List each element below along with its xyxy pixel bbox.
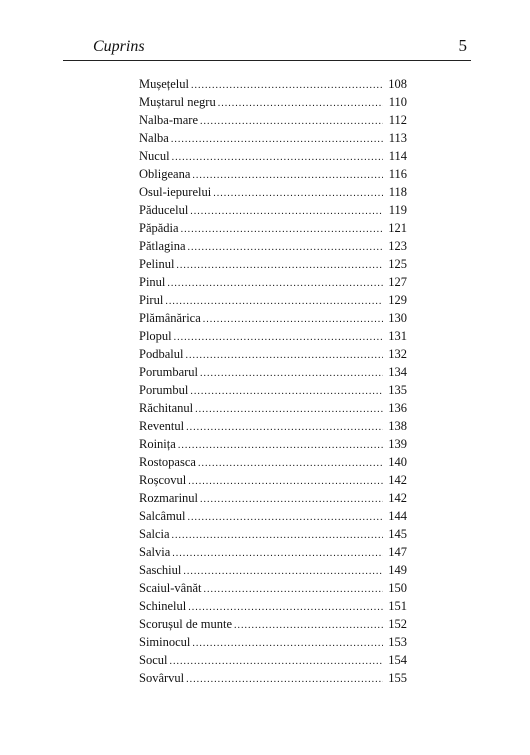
toc-entry: [139, 327, 407, 345]
dot-leader: [190, 383, 383, 401]
toc-entry: [139, 201, 407, 219]
toc-entry: [139, 129, 407, 147]
toc-entry-page: 127: [388, 275, 407, 289]
toc-entry-title: Salcia: [139, 527, 170, 541]
dot-leader: [171, 131, 383, 149]
toc-entry-page: 108: [388, 77, 407, 91]
toc-entry-page: 119: [388, 203, 407, 217]
page-header: [63, 36, 471, 61]
toc-entry: [139, 75, 407, 93]
dot-leader: [203, 581, 383, 599]
toc-entry: [139, 111, 407, 129]
toc-entry-page: 123: [388, 239, 407, 253]
dot-leader: [188, 239, 383, 257]
dot-leader: [176, 257, 383, 275]
toc-entry-page: 118: [388, 185, 407, 199]
toc-entry: [139, 309, 407, 327]
toc-entry-page: 138: [388, 419, 407, 433]
toc-entry-title: Pirul: [139, 293, 164, 307]
dot-leader: [200, 113, 383, 131]
toc-entry-page: 145: [388, 527, 407, 541]
toc-entry-title: Porumbul: [139, 383, 189, 397]
toc-entry-title: Păducelul: [139, 203, 189, 217]
toc-entry: [139, 273, 407, 291]
toc-entry-page: 152: [388, 617, 407, 631]
toc-entry-title: Pătlagina: [139, 239, 186, 253]
toc-entry-title: Rozmarinul: [139, 491, 199, 505]
dot-leader: [178, 437, 383, 455]
toc-entry: [139, 597, 407, 615]
toc-entry: [139, 543, 407, 561]
toc-entry-title: Păpădia: [139, 221, 179, 235]
toc-entry-page: 114: [388, 149, 407, 163]
toc-entry: [139, 291, 407, 309]
dot-leader: [213, 185, 383, 203]
toc-entry-page: 121: [388, 221, 407, 235]
toc-entry-page: 151: [388, 599, 407, 613]
toc-entry-page: 110: [388, 95, 407, 109]
toc-entry-title: Scaiul-vânăt: [139, 581, 202, 595]
dot-leader: [174, 329, 383, 347]
toc-entry: [139, 237, 407, 255]
toc-entry-page: 142: [388, 473, 407, 487]
toc-entry: [139, 489, 407, 507]
toc-entry-page: 154: [388, 653, 407, 667]
toc-entry-title: Salcâmul: [139, 509, 186, 523]
toc-entry-page: 130: [388, 311, 407, 325]
toc-entry-title: Obligeana: [139, 167, 191, 181]
toc-entry-title: Nalba: [139, 131, 169, 145]
toc-entry-title: Socul: [139, 653, 168, 667]
toc-entry-page: 129: [388, 293, 407, 307]
toc-entry-title: Nucul: [139, 149, 170, 163]
toc-entry-title: Plopul: [139, 329, 172, 343]
toc-entry-title: Plămânărica: [139, 311, 201, 325]
dot-leader: [192, 635, 383, 653]
toc-entry: [139, 579, 407, 597]
dot-leader: [188, 473, 383, 491]
dot-leader: [172, 149, 383, 167]
toc-entry: [139, 453, 407, 471]
toc-entry-title: Scorușul de munte: [139, 617, 233, 631]
toc-entry: [139, 93, 407, 111]
dot-leader: [198, 455, 383, 473]
toc-entry-page: 139: [388, 437, 407, 451]
toc-entry-page: 125: [388, 257, 407, 271]
toc-entry-page: 113: [388, 131, 407, 145]
dot-leader: [169, 653, 383, 671]
toc-entry: [139, 147, 407, 165]
toc-entry-title: Muștarul negru: [139, 95, 216, 109]
toc-entry: [139, 255, 407, 273]
dot-leader: [191, 77, 383, 95]
dot-leader: [200, 491, 383, 509]
toc-entry-title: Rostopasca: [139, 455, 196, 469]
toc-entry-title: Podbalul: [139, 347, 184, 361]
toc-entry-title: Osul-iepurelui: [139, 185, 212, 199]
toc-entry-page: 149: [388, 563, 407, 577]
toc-entry-page: 112: [388, 113, 407, 127]
toc-entry-page: 132: [388, 347, 407, 361]
toc-entry-page: 144: [388, 509, 407, 523]
page-number: 5: [458, 36, 467, 55]
dot-leader: [172, 545, 383, 563]
dot-leader: [185, 347, 383, 365]
dot-leader: [218, 95, 383, 113]
toc-entry: [139, 219, 407, 237]
toc-entry-page: 135: [388, 383, 407, 397]
dot-leader: [172, 527, 383, 545]
toc-entry-page: 150: [388, 581, 407, 595]
toc-entry-title: Pelinul: [139, 257, 175, 271]
section-title: Cuprins: [93, 38, 145, 55]
toc-entry-title: Răchitanul: [139, 401, 194, 415]
toc-entry-page: 142: [388, 491, 407, 505]
dot-leader: [234, 617, 383, 635]
toc-entry-page: 134: [388, 365, 407, 379]
toc-entry-title: Schinelul: [139, 599, 187, 613]
dot-leader: [200, 365, 383, 383]
toc-entry-title: Siminocul: [139, 635, 191, 649]
toc-entry-title: Porumbarul: [139, 365, 199, 379]
toc-entry-title: Salvia: [139, 545, 171, 559]
toc-entry-title: Roinița: [139, 437, 176, 451]
dot-leader: [167, 275, 383, 293]
toc-entry: [139, 633, 407, 651]
toc-entry: [139, 507, 407, 525]
toc-entry: [139, 561, 407, 579]
dot-leader: [183, 563, 383, 581]
toc-entry: [139, 183, 407, 201]
toc-entry-title: Nalba-mare: [139, 113, 198, 127]
toc-entry: [139, 615, 407, 633]
toc-entry: [139, 435, 407, 453]
toc-entry-page: 155: [388, 671, 407, 685]
dot-leader: [188, 509, 383, 527]
toc-entry-page: 116: [388, 167, 407, 181]
toc-entry-page: 153: [388, 635, 407, 649]
dot-leader: [195, 401, 383, 419]
dot-leader: [203, 311, 383, 329]
toc-entry: [139, 525, 407, 543]
toc-entry-title: Saschiul: [139, 563, 182, 577]
dot-leader: [181, 221, 383, 239]
toc-entry: [139, 363, 407, 381]
toc-entry-title: Reventul: [139, 419, 185, 433]
dot-leader: [186, 671, 383, 689]
toc-entry: [139, 669, 407, 687]
toc-entry: [139, 381, 407, 399]
table-of-contents: [139, 75, 407, 687]
toc-entry: [139, 345, 407, 363]
toc-entry: [139, 651, 407, 669]
toc-entry-title: Pinul: [139, 275, 166, 289]
toc-entry-title: Mușețelul: [139, 77, 189, 91]
dot-leader: [190, 203, 383, 221]
dot-leader: [192, 167, 383, 185]
toc-entry-page: 131: [388, 329, 407, 343]
toc-entry-title: Roșcovul: [139, 473, 187, 487]
toc-entry: [139, 165, 407, 183]
toc-entry: [139, 471, 407, 489]
toc-entry-page: 136: [388, 401, 407, 415]
dot-leader: [186, 419, 383, 437]
toc-entry-page: 147: [388, 545, 407, 559]
toc-entry-title: Sovârvul: [139, 671, 185, 685]
toc-entry: [139, 399, 407, 417]
toc-entry: [139, 417, 407, 435]
toc-entry-page: 140: [388, 455, 407, 469]
